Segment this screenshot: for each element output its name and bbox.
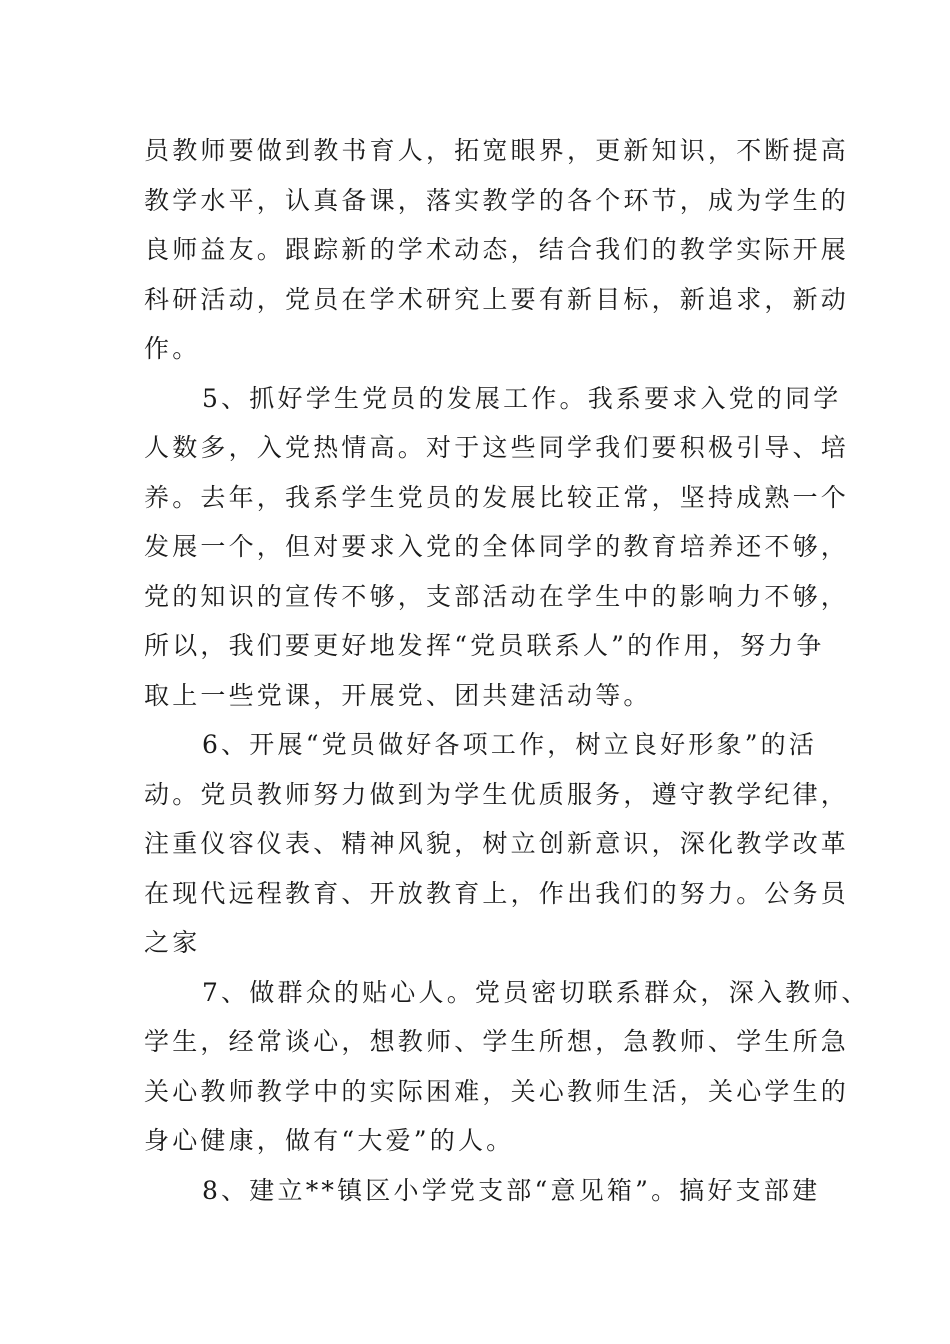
text-line: 党的知识的宣传不够，支部活动在学生中的影响力不够， bbox=[144, 581, 850, 611]
text-line: 在现代远程教育、开放教育上，作出我们的努力。公务员 bbox=[144, 878, 850, 908]
text-line: 动。党员教师努力做到为学生优质服务，遵守教学纪律， bbox=[144, 779, 850, 809]
text-line: 之家 bbox=[144, 928, 201, 957]
text-line: 注重仪容仪表、精神风貌，树立创新意识，深化教学改革 bbox=[144, 829, 850, 858]
text-line: 养。去年，我系学生党员的发展比较正常，坚持成熟一个 bbox=[144, 482, 850, 512]
paragraph-item-7 bbox=[144, 968, 870, 1166]
text-line: 5、抓好学生党员的发展工作。我系要求入党的同学 bbox=[202, 383, 842, 413]
text-line: 员教师要做到教书育人，拓宽眼界，更新知识，不断提高 bbox=[144, 136, 850, 165]
text-line: 人数多，入党热情高。对于这些同学我们要积极引导、培 bbox=[144, 433, 850, 462]
text-line: 学生，经常谈心，想教师、学生所想，急教师、学生所急 bbox=[144, 1027, 850, 1056]
text-line: 6、开展“党员做好各项工作，树立良好形象”的活 bbox=[202, 730, 818, 759]
text-line: 8、建立**镇区小学党支部“意见箱”。搞好支部建 bbox=[202, 1175, 821, 1205]
paragraph-item-8 bbox=[144, 1166, 821, 1216]
paragraph-item-5 bbox=[144, 374, 850, 721]
text-line: 发展一个，但对要求入党的全体同学的教育培养还不够， bbox=[144, 532, 850, 561]
text-line: 所以，我们要更好地发挥“党员联系人”的作用，努力争 bbox=[144, 631, 825, 660]
text-line: 教学水平，认真备课，落实教学的各个环节，成为学生的 bbox=[144, 185, 850, 215]
paragraph-item-6 bbox=[144, 720, 850, 968]
text-line: 作。 bbox=[144, 334, 201, 363]
text-line: 取上一些党课，开展党、团共建活动等。 bbox=[144, 680, 652, 710]
text-line: 关心教师教学中的实际困难，关心教师生活，关心学生的 bbox=[144, 1076, 850, 1106]
text-line: 科研活动，党员在学术研究上要有新目标，新追求，新动 bbox=[144, 284, 850, 314]
text-line: 7、做群众的贴心人。党员密切联系群众，深入教师、 bbox=[202, 977, 870, 1007]
paragraph-continuation bbox=[144, 126, 850, 374]
text-line: 身心健康，做有“大爱”的人。 bbox=[144, 1126, 515, 1155]
text-line: 良师益友。跟踪新的学术动态，结合我们的教学实际开展 bbox=[144, 235, 850, 264]
document-body bbox=[144, 126, 870, 1215]
